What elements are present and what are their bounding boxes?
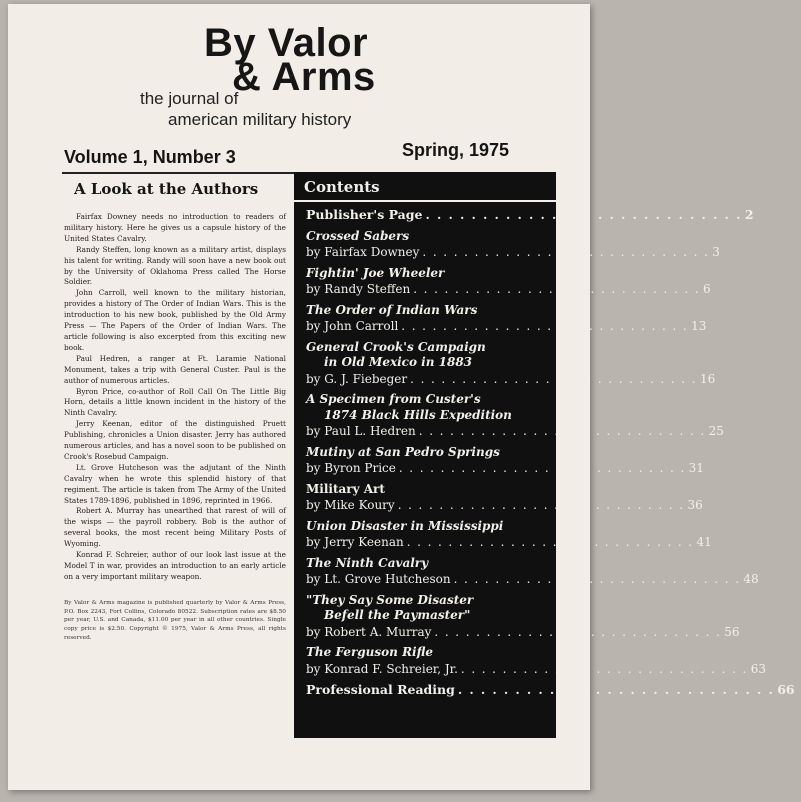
contents-entry-title: Mutiny at San Pedro Springs xyxy=(306,444,500,459)
contents-entry-title: The Order of Indian Wars xyxy=(306,302,478,317)
contents-entry-author: by John Carroll xyxy=(306,319,399,333)
author-bio-paragraph: Konrad F. Schreier, author of our look last issue at the Model T in war, provides an introduction to an early article on a very important military weapon. xyxy=(64,550,286,581)
contents-entry-page: 41 xyxy=(696,535,712,549)
contents-entry-author: by Konrad F. Schreier, Jr. xyxy=(306,661,458,676)
dot-leader: . . . . . . . . . . . . . . . . . . . . . . . . . . . . xyxy=(397,498,685,512)
contents-entry-author: by Fairfax Downey xyxy=(306,245,420,259)
contents-entry-title: Union Disaster in Mississippi xyxy=(306,518,504,533)
masthead-subtitle-line2: american military history xyxy=(168,110,352,129)
masthead-title-line2: & Arms xyxy=(232,55,376,99)
author-bio-paragraph: Byron Price, co-author of Roll Call On The Little Big Horn, details a little known incident in the history of the Ninth Cavalry. xyxy=(64,386,286,418)
dot-leader: . . . . . . . . . . . . . . . . . . . . . . . . . . . . xyxy=(413,282,701,296)
issue-season: Spring, 1975 xyxy=(402,140,510,160)
contents-entry-page: 3 xyxy=(712,245,720,259)
contents-entry-author: Publisher's Page xyxy=(306,207,423,222)
contents-entry-author: by Mike Koury xyxy=(306,498,395,512)
dot-leader: . . . . . . . . . . . . . . . . . . . . . . . . . . . . xyxy=(418,424,706,438)
contents-entry-author: by Jerry Keenan xyxy=(306,535,404,549)
magazine-page xyxy=(8,4,795,790)
contents-entry[interactable] xyxy=(306,265,711,298)
contents-entry-title: "They Say Some Disaster xyxy=(306,592,474,607)
contents-entry-page: 31 xyxy=(688,461,704,475)
contents-entry-title-cont: in Old Mexico in 1883 xyxy=(324,355,473,369)
dot-leader: . . . . . . . . . . . . . . . . . . . . . . . . . . . . xyxy=(410,371,697,386)
contents-entry-page: 36 xyxy=(687,498,703,512)
masthead-title-line1: By Valor xyxy=(204,21,369,65)
contents-entry[interactable] xyxy=(306,392,724,439)
author-bio-paragraph: Lt. Grove Hutcheson was the adjutant of the Ninth Cavalry when he wrote this splendid history of that regiment. The article is taken from The Army of the United States 1789-1896, published in 1896, reprinted in 1966. xyxy=(64,462,286,505)
dot-leader: . . . . . . . . . . . . . . . . . . . . . . . . . . . . xyxy=(425,207,742,222)
contents-entry-author: by Randy Steffen xyxy=(306,282,411,296)
authors-bios xyxy=(64,212,286,583)
contents-entry-page: 48 xyxy=(743,572,759,586)
dot-leader: . . . . . . . . . . . . . . . . . . . . . . . . . . . . xyxy=(434,624,722,639)
authors-column xyxy=(64,180,286,643)
contents-entry-page: 6 xyxy=(703,282,711,296)
contents-entry-title: Fightin' Joe Wheeler xyxy=(306,265,445,280)
contents-entry-page: 25 xyxy=(708,424,724,438)
masthead-subtitle xyxy=(140,88,580,130)
contents-entry-page: 63 xyxy=(750,661,766,676)
contents-entry[interactable] xyxy=(306,302,707,335)
contents-entry-page: 13 xyxy=(691,319,707,333)
contents-box xyxy=(294,172,795,738)
author-bio-paragraph: Paul Hedren, a ranger at Ft. Laramie National Monument, takes a trip with General Custer. Paul is the author of numerous articles. xyxy=(64,353,286,385)
dot-leader: . . . . . . . . . . . . . . . . . . . . . . . . . . . . xyxy=(422,245,710,259)
contents-entry[interactable] xyxy=(306,555,759,588)
contents-list xyxy=(306,207,795,704)
contents-entry[interactable] xyxy=(306,444,704,477)
masthead-title xyxy=(204,21,464,99)
contents-heading: Contents xyxy=(304,178,380,196)
author-bio-paragraph: Jerry Keenan, editor of the distinguished Pruett Publishing, chronicles a Union disaster. Jerry has authored numerous articles, and has a novel soon to be published on Crook's Rosebud Campaign. xyxy=(64,419,286,461)
contents-entry-author: by Lt. Grove Hutcheson xyxy=(306,572,451,586)
contents-entry-page: 66 xyxy=(777,682,795,697)
contents-entry-author: Professional Reading xyxy=(306,682,455,697)
authors-heading: A Look at the Authors xyxy=(74,180,259,198)
contents-entry-title-cont: 1874 Black Hills Expedition xyxy=(324,407,512,422)
contents-entry[interactable] xyxy=(306,481,703,514)
contents-entry-author: by Byron Price xyxy=(306,461,396,475)
contents-entry[interactable] xyxy=(306,339,716,387)
contents-entry-page: 2 xyxy=(744,207,754,222)
author-bio-paragraph: Randy Steffen, long known as a military artist, displays his talent for writing. Randy will soon have a new book out by the University of Oklahoma Press called The Horse Soldier. xyxy=(64,244,286,287)
dot-leader: . . . . . . . . . . . . . . . . . . . . . . . . . . . . xyxy=(401,319,689,333)
contents-entry-author: by Robert A. Murray xyxy=(306,624,432,639)
dot-leader: . . . . . . . . . . . . . . . . . . . . . . . . . . . . xyxy=(453,572,741,586)
volume-number: Volume 1, Number 3 xyxy=(64,147,236,167)
contents-entry-title-cont: Befell the Paymaster" xyxy=(324,608,471,622)
contents-entry-page: 16 xyxy=(699,371,716,386)
contents-entry-title: Military Art xyxy=(306,481,385,496)
author-bio-paragraph: John Carroll, well known to the military historian, provides a history of The Order of Indian Wars. This is the introduction to his new book, published by the Old Army Press — The Papers of the Order of Indian Wars. The article following is also excerpted from this exciting new book. xyxy=(64,288,286,352)
dot-leader: . . . . . . . . . . . . . . . . . . . . . . . . . . . . xyxy=(398,461,686,475)
contents-entry-title: The Ninth Cavalry xyxy=(306,555,429,570)
dot-leader: . . . . . . . . . . . . . . . . . . . . . . . . . . . . xyxy=(460,661,748,676)
contents-entry-author: by G. J. Fiebeger xyxy=(306,371,408,386)
contents-entry-page: 56 xyxy=(724,624,740,639)
publisher-fine-print: By Valor & Arms magazine is published quarterly by Valor & Arms Press, P.O. Box 2243, Fort Collins, Colorado 80522. Subscription rates are $8.50 per year, U.S. and Canada, $11.00 per year in all other countries. Single copy price is $2.50. Copyright © 1975, Valor & Arms Press, all rights reserved. xyxy=(64,599,286,641)
author-bio-paragraph: Robert A. Murray has unearthed that rarest of will of the wisps — the payroll robbery. Bob is the author of several books, the most recent being Military Posts of Wyoming. xyxy=(64,506,286,549)
contents-entry-title: The Ferguson Rifle xyxy=(306,645,433,659)
contents-entry[interactable] xyxy=(306,207,754,223)
author-bio-paragraph: Fairfax Downey needs no introduction to readers of military history. Here he gives us a capsule history of the United States Cavalry. xyxy=(64,212,286,243)
contents-entry-author: by Paul L. Hedren xyxy=(306,424,416,438)
dot-leader: . . . . . . . . . . . . . . . . . . . . . . . . . . . . xyxy=(406,535,694,549)
contents-entry[interactable] xyxy=(306,645,766,677)
masthead-subtitle-line1: the journal of xyxy=(140,89,239,108)
contents-entry-title: General Crook's Campaign xyxy=(306,339,486,354)
contents-entry-title: Crossed Sabers xyxy=(306,228,410,243)
contents-heading-rule xyxy=(294,200,556,202)
contents-entry[interactable] xyxy=(306,518,712,551)
dot-leader: . . . . . . . . . . . . . . . . . . . . . . . . . . . . xyxy=(457,682,775,697)
contents-entry-title: A Specimen from Custer's xyxy=(306,392,481,406)
contents-entry[interactable] xyxy=(306,228,720,261)
contents-entry[interactable] xyxy=(306,592,740,640)
contents-entry[interactable] xyxy=(306,682,795,698)
